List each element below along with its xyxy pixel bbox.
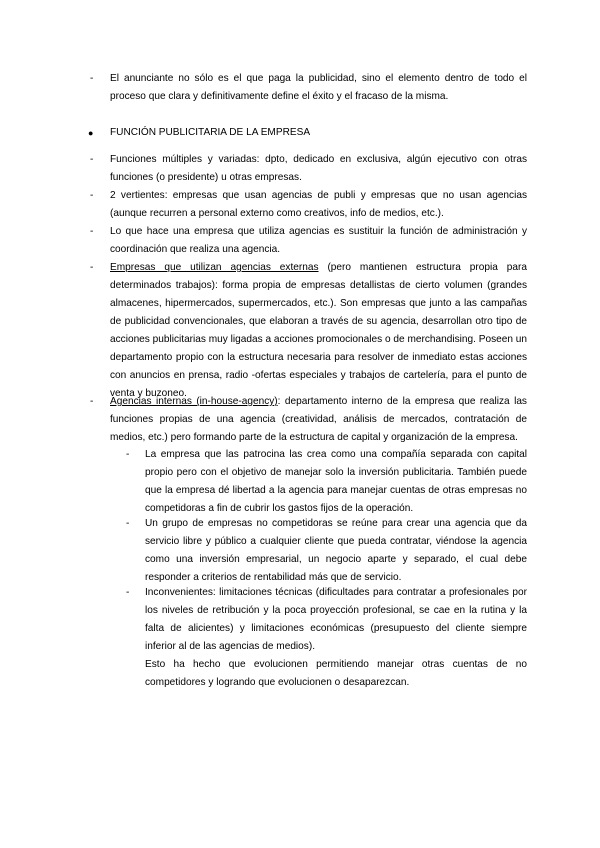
item-text: : departamento interno de la empresa que realiza las funciones propias de una agencia (creatividad, análisis de mercados, contratación de medios, etc.) pero formando parte de la estructura de capital y organización de la empresa.: [110, 396, 527, 443]
closing-paragraph: Esto ha hecho que evolucionen permitiendo manejar otras cuentas de no competidores y logrando que evolucionen o desaparezcan.: [145, 659, 527, 688]
dash-marker: -: [90, 262, 94, 273]
dash-marker: -: [126, 518, 130, 529]
section-heading: [88, 124, 527, 142]
list-item: [90, 223, 527, 259]
sub-item-text: Inconvenientes: limitaciones técnicas (dificultades para contratar a profesionales por los niveles de retribución y la poca proyección profesional, se cae en la rutina y la falta de alicientes) y limitaciones económicas (presupuesto del cliente siempre inferior al de las agencias de medios).: [145, 587, 527, 652]
item-text: Lo que hace una empresa que utiliza agencias es sustituir la función de administración y coordinación que realiza una agencia.: [110, 226, 527, 255]
item-text: 2 vertientes: empresas que usan agencias de publi y empresas que no usan agencias (aunque recurren a personal externo como creativos, info de medios, etc.).: [110, 190, 527, 219]
sub-list-item: [126, 446, 527, 518]
dash-marker: -: [90, 226, 94, 237]
dash-marker: -: [90, 396, 94, 407]
dash-marker: -: [126, 449, 130, 460]
intro-text: El anunciante no sólo es el que paga la publicidad, sino el elemento dentro de todo el proceso que clara y definitivamente define el éxito y el fracaso de la misma.: [110, 73, 527, 102]
bullet-marker: ●: [88, 128, 94, 138]
sub-list-item: [126, 515, 527, 587]
item-lead: Agencias internas (in-house-agency): [110, 396, 278, 407]
dash-marker: -: [90, 73, 94, 84]
section-title: FUNCIÓN PUBLICITARIA DE LA EMPRESA: [110, 127, 311, 138]
sub-item-text: La empresa que las patrocina las crea como una compañía separada con capital propio pero con el objetivo de manejar solo la inversión publicitaria. También puede que la empresa dé libertad a la agencia para manejar cuentas de otras empresas no competidoras a fin de cubrir los gastos fijos de la operación.: [145, 449, 527, 514]
list-item: [90, 151, 527, 187]
dash-marker: -: [90, 190, 94, 201]
item-text: Funciones múltiples y variadas: dpto, dedicado en exclusiva, algún ejecutivo con otras funciones (o presidente) u otras empresas.: [110, 154, 527, 183]
sub-list-item: [126, 584, 527, 656]
item-text: (pero mantienen estructura propia para determinados trabajos): forma propia de empresas detallistas de cierto volumen (grandes almacenes, hipermercados, supermercados, etc.). Son empresas que junto a las campañas de publicidad convencionales, que elaboran a través de su agencia, desarrollan otro tipo de acciones publicitarias muy ligadas a acciones promocionales o de merchandising. Poseen un departamento propio con la estructura necesaria para resolver de inmediato estas acciones con anuncios en prensa, radio -ofertas especiales y trabajos de cartelería, para el punto de venta y buzoneo.: [110, 262, 527, 399]
list-item: [90, 187, 527, 223]
dash-marker: -: [90, 154, 94, 165]
list-item: [90, 259, 527, 403]
dash-marker: -: [126, 587, 130, 598]
item-lead: Empresas que utilizan agencias externas: [110, 262, 319, 273]
sub-item-text: Un grupo de empresas no competidoras se reúne para crear una agencia que da servicio libre y público a cualquier cliente que pueda contratar, viéndose la agencia como una inversión empresarial, un negocio aparte y separado, el cual debe responder a criterios de rentabilidad más que de servicio.: [145, 518, 527, 583]
list-item: [90, 393, 527, 447]
intro-paragraph: [90, 70, 527, 106]
